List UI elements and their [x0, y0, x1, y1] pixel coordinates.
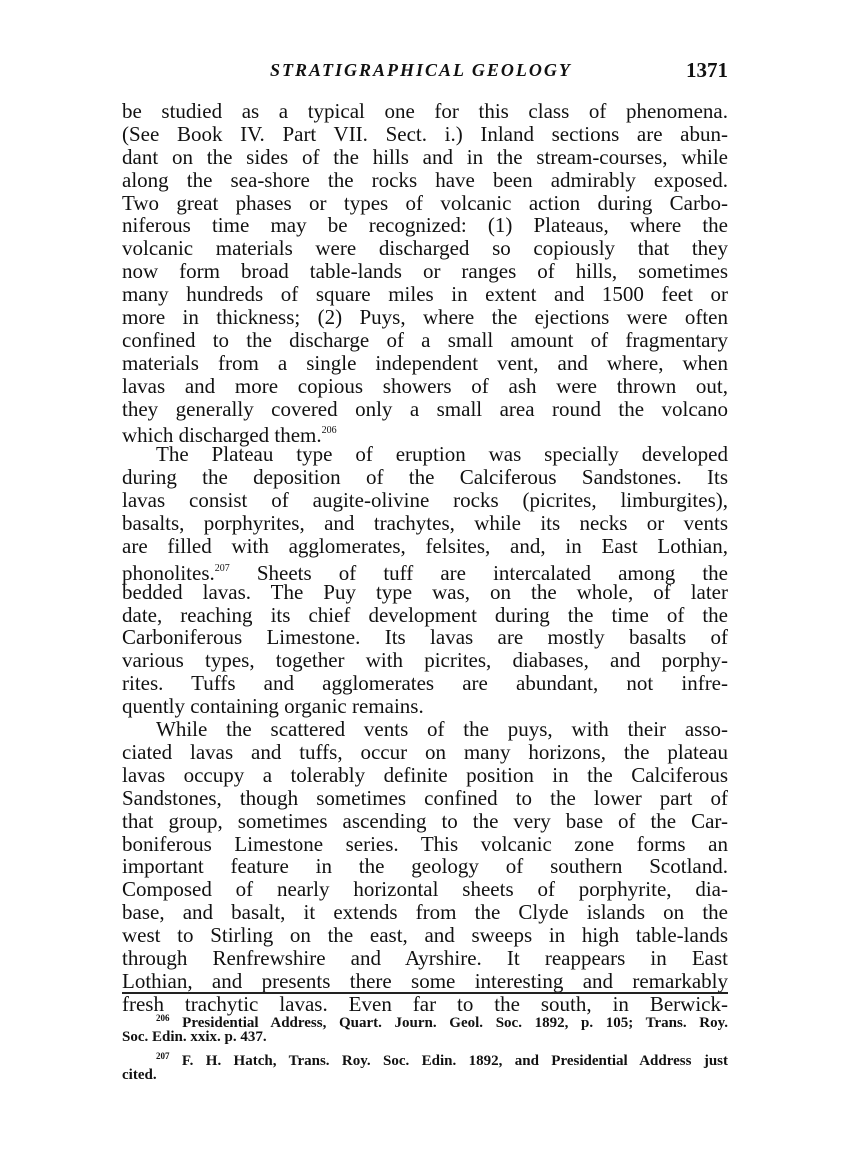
text-line: Carboniferous Limestone. Its lavas are mostly basalts of — [122, 625, 728, 650]
text-line: they generally covered only a small area round the volcano — [122, 396, 728, 421]
page-number: 1371 — [686, 58, 728, 82]
text-line: niferous time may be recognized: (1) Plateaus, where the — [122, 213, 728, 238]
text-line: base, and basalt, it extends from the Clyde islands on the — [122, 900, 728, 925]
text-line: Two great phases or types of volcanic action during Carbo- — [122, 190, 728, 215]
text-line: lavas consist of augite-olivine rocks (picrites, limburgites), — [122, 488, 728, 513]
text-line: date, reaching its chief development during the time of the — [122, 602, 728, 627]
body-text — [122, 100, 728, 1016]
text-line: more in thickness; (2) Puys, where the ejections were often — [122, 305, 728, 330]
text-line: quently containing organic remains. — [122, 694, 424, 719]
text-line: (See Book IV. Part VII. Sect. i.) Inland sections are abun- — [122, 121, 728, 146]
text-line: While the scattered vents of the puys, with their asso- — [156, 717, 728, 742]
text-line: Composed of nearly horizontal sheets of porphyrite, dia- — [122, 877, 728, 902]
footnotes — [122, 1009, 728, 1085]
footnote-207 — [122, 1047, 728, 1069]
text-line: dant on the sides of the hills and in the stream-courses, while — [122, 144, 728, 169]
text-line: many hundreds of square miles in extent and 1500 feet or — [122, 282, 728, 307]
text-line: be studied as a typical one for this class of phenomena. — [122, 99, 728, 123]
footnote-number: 207 — [156, 1051, 170, 1061]
text-line: important feature in the geology of southern Scotland. — [122, 854, 728, 879]
footnote-divider — [122, 992, 728, 994]
text-line: lavas occupy a tolerably definite position in the Calciferous — [122, 762, 728, 787]
footnote-206 — [122, 1009, 728, 1031]
text-line: confined to the discharge of a small amount of fragmentary — [122, 327, 728, 352]
text-line: Lothian, and presents there some interesting and remarkably — [122, 968, 728, 993]
text-line: along the sea-shore the rocks have been admirably exposed. — [122, 167, 728, 192]
text-line: that group, sometimes ascending to the very base of the Car- — [122, 808, 728, 833]
text-line: are filled with agglomerates, felsites, and, in East Lothian, — [122, 533, 728, 558]
text-line: Sandstones, though sometimes confined to the lower part of — [122, 785, 728, 810]
text-line: during the deposition of the Calciferous Sandstones. Its — [122, 465, 728, 490]
text-line: now form broad table-lands or ranges of hills, sometimes — [122, 259, 728, 284]
text-line-content: which discharged them. — [122, 423, 322, 448]
text-line: various types, together with picrites, diabases, and porphy- — [122, 648, 728, 673]
text-line: basalts, porphyrites, and trachytes, while its necks or vents — [122, 511, 728, 536]
text-line-tail: Sheets of tuff are intercalated among the — [229, 560, 728, 585]
text-line: fresh trachytic lavas. Even far to the south, in Berwick- — [122, 991, 728, 1016]
footnote-text: Presidential Address, Quart. Journ. Geol. Soc. 1892, p. 105; Trans. Roy. — [169, 1015, 728, 1031]
text-line: ciated lavas and tuffs, occur on many horizons, the plateau — [122, 739, 728, 764]
text-line: west to Stirling on the east, and sweeps in high table-lands — [122, 923, 728, 948]
text-line-content: phonolites. — [122, 560, 215, 585]
text-line — [122, 558, 728, 585]
footnote-text: F. H. Hatch, Trans. Roy. Soc. Edin. 1892, and Presidential Address just — [169, 1053, 728, 1069]
text-line — [122, 420, 728, 448]
footnote-207-continued: cited. — [122, 1067, 157, 1083]
footnote-number: 206 — [156, 1013, 170, 1023]
running-head — [0, 60, 850, 90]
text-line: boniferous Limestone series. This volcanic zone forms an — [122, 831, 728, 856]
footnote-206-continued: Soc. Edin. xxix. p. 437. — [122, 1029, 267, 1045]
text-line: through Renfrewshire and Ayrshire. It reappears in East — [122, 945, 728, 970]
text-line: rites. Tuffs and agglomerates are abundant, not infre- — [122, 671, 728, 696]
text-line: volcanic materials were discharged so copiously that they — [122, 236, 728, 261]
footnote-ref-206[interactable]: 206 — [321, 425, 337, 437]
running-title: STRATIGRAPHICAL GEOLOGY — [270, 60, 572, 80]
text-line: The Plateau type of eruption was specially developed — [156, 442, 728, 467]
text-line: materials from a single independent vent, and where, when — [122, 350, 728, 375]
text-line: lavas and more copious showers of ash were thrown out, — [122, 373, 728, 398]
footnote-ref-207[interactable]: 207 — [214, 562, 230, 574]
text-line: bedded lavas. The Puy type was, on the whole, of later — [122, 579, 728, 604]
